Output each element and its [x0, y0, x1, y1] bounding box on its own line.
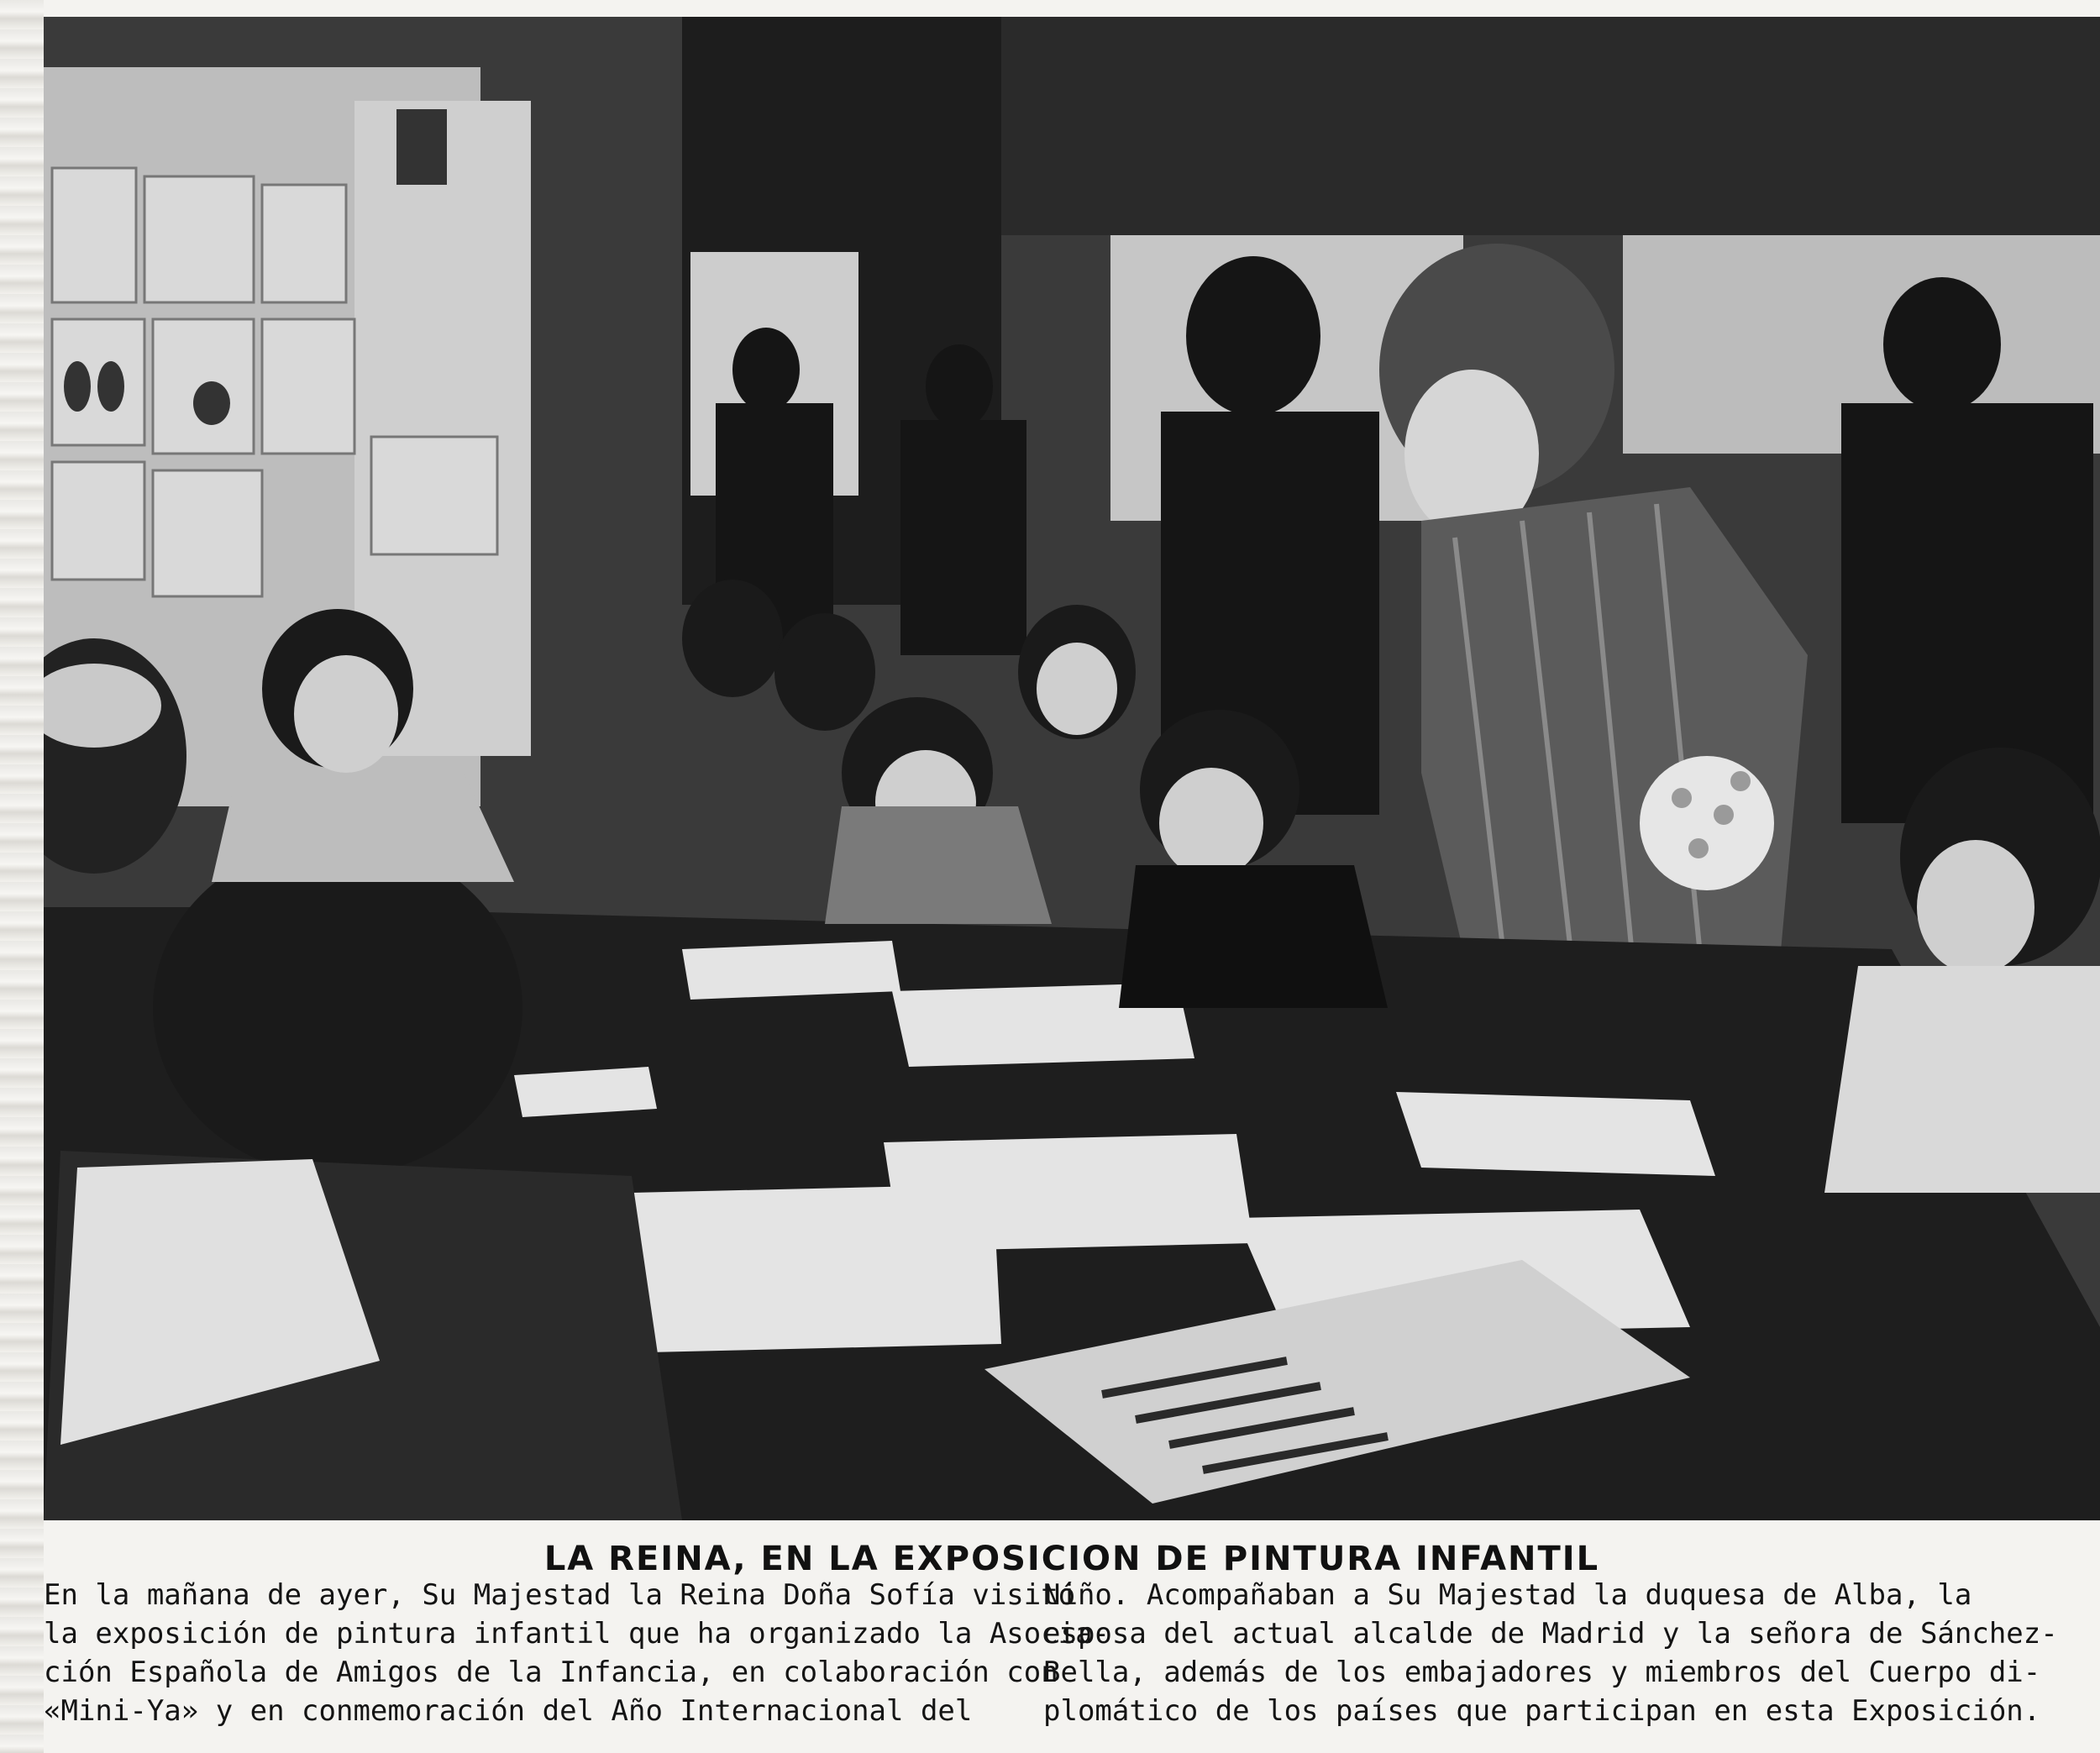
column-1-line: la exposición de pintura infantil que ha organizado la Asocia- [44, 1617, 1110, 1651]
column-2-line: Niño. Acompañaban a Su Majestad la duquesa de Alba, la [1043, 1578, 1972, 1612]
torn-paper-edge [0, 0, 44, 1753]
column-2-line: plomático de los países que participan en esta Exposición. [1043, 1694, 2041, 1728]
column-2-line: esposa del actual alcalde de Madrid y la señora de Sánchez- [1043, 1617, 2058, 1651]
column-1-line: «Mini-Ya» y en conmemoración del Año Internacional del [44, 1694, 973, 1728]
news-photograph [44, 17, 2100, 1520]
article-column-1 [44, 1576, 1110, 1744]
column-1-line: En la mañana de ayer, Su Majestad la Reina Doña Sofía visitó [44, 1578, 1076, 1612]
column-1-line: ción Española de Amigos de la Infancia, en colaboración con [44, 1656, 1058, 1689]
article-column-2 [1043, 1576, 2058, 1744]
article-headline: LA REINA, EN LA EXPOSICION DE PINTURA INFANTIL [543, 1540, 1600, 1578]
column-2-line: Bella, además de los embajadores y miembros del Cuerpo di- [1043, 1656, 2041, 1689]
photo-credit [0, 1447, 68, 1484]
photo-illustration [44, 17, 2100, 1520]
